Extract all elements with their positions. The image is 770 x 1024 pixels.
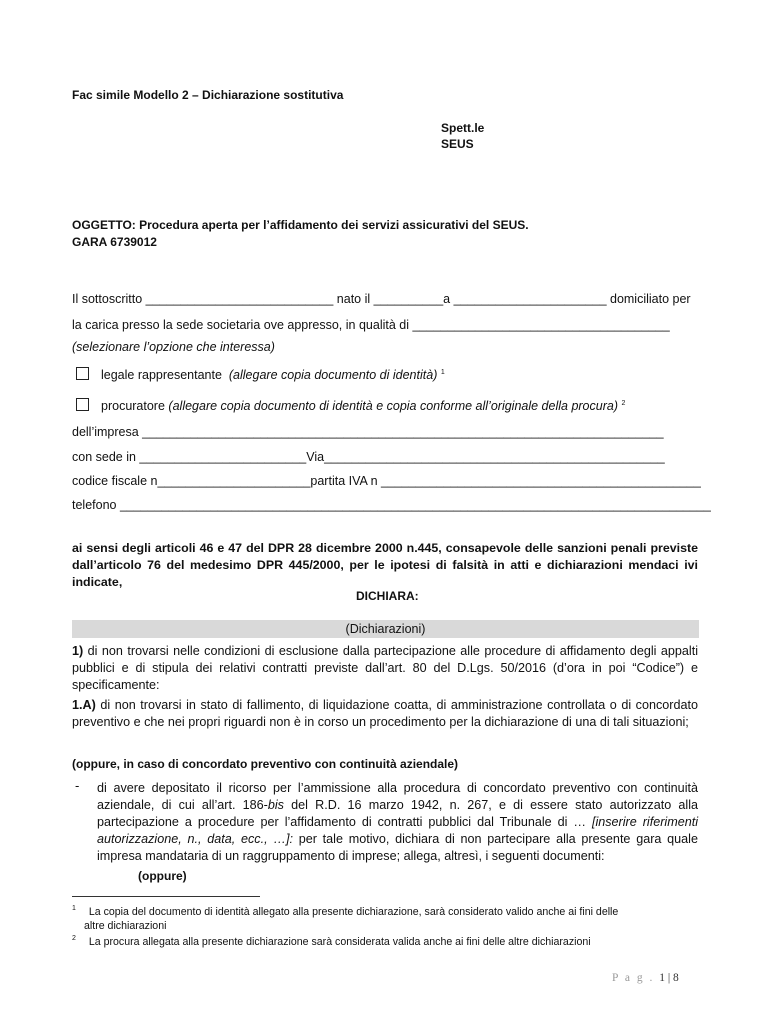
- item-1a: [72, 697, 698, 731]
- alternative-item: [97, 780, 698, 865]
- option-attorney[interactable]: [76, 398, 625, 413]
- item-text: di non trovarsi nelle condizioni di esclusione dalla partecipazione alle procedure di affidamento degli appalti pubblici e di stipula dei relativi contratti previste dall’art. 80 del D.Lgs. 50/2016 (d’ora in poi “Codice”) e specificamente:: [72, 644, 698, 692]
- option-legal-representative[interactable]: [76, 367, 445, 382]
- footnote-text: altre dichiarazioni: [84, 919, 167, 932]
- page-number: [612, 972, 679, 984]
- item-text-italic: bis: [267, 798, 284, 812]
- alternative-heading: (oppure, in caso di concordato preventivo con continuità aziendale): [72, 757, 459, 771]
- checkbox-legal-representative[interactable]: [76, 367, 89, 380]
- page-label: P a g .: [612, 972, 655, 984]
- form-line-address: con sede in ________________________Via_________________________________________________: [72, 450, 665, 464]
- option-label: legale rappresentante: [101, 368, 222, 382]
- recipient-line-2: SEUS: [441, 137, 474, 151]
- footnote-ref: 1: [440, 368, 445, 376]
- item-text: di avere depositato il ricorso per l’ammissione alla procedura di concordato preventivo con continuità aziendale, di cui all’art. 186-: [97, 781, 698, 812]
- option-label: procuratore: [101, 399, 165, 413]
- footnote-divider: [72, 896, 260, 897]
- preamble: ai sensi degli articoli 46 e 47 del DPR 28 dicembre 2000 n.445, consapevole delle sanzioni penali previste dall’articolo 76 del medesimo DPR 445/2000, per le ipotesi di falsità in atti e dichiarazioni mendaci ivi indicate,: [72, 541, 698, 589]
- tender-code: GARA 6739012: [72, 235, 157, 249]
- footnote-text: La procura allegata alla presente dichiarazione sarà considerata valida anche ai fini delle altre dichiarazioni: [88, 935, 591, 948]
- footnote-2: [72, 932, 591, 949]
- form-hint: (selezionare l’opzione che interessa): [72, 340, 275, 354]
- footnote-number: 2: [72, 935, 76, 942]
- form-line-role: la carica presso la sede societaria ove appresso, in qualità di _____________________________________: [72, 318, 670, 332]
- form-line-name: Il sottoscritto ___________________________ nato il __________a ______________________ domiciliato per: [72, 292, 691, 306]
- footnote-text: La copia del documento di identità allegato alla presente dichiarazione, sarà considerato valido anche ai fini delle: [88, 905, 619, 918]
- page-count: 1 | 8: [659, 972, 679, 984]
- dash-bullet: -: [75, 778, 80, 793]
- option-note: (allegare copia documento di identità): [228, 368, 438, 382]
- item-text-italic: [inserire riferimenti autorizzazione, n., data, ecc., …]:: [97, 815, 698, 846]
- item-text: di non trovarsi in stato di fallimento, di liquidazione coatta, di amministrazione controllata o di concordato preventivo e che nei propri riguardi non è in corso un procedimento per la dichiarazione di una di tali situazioni;: [72, 698, 698, 729]
- item-text: per tale motivo, dichiara di non partecipare alla presente gara quale impresa mandataria di un raggruppamento di imprese; allega, altresì, i seguenti documenti:: [97, 832, 698, 863]
- section-bar: (Dichiarazioni): [72, 620, 699, 638]
- item-number: 1): [72, 644, 84, 658]
- option-note: (allegare copia documento di identità e copia conforme all’originale della procura): [168, 399, 618, 413]
- footnote-number: 1: [72, 905, 76, 912]
- form-line-phone: telefono _____________________________________________________________________________________: [72, 498, 711, 512]
- item-1: [72, 643, 698, 694]
- oppure-label: (oppure): [138, 869, 187, 883]
- footnote-ref: 2: [621, 399, 626, 407]
- form-line-tax-code: codice fiscale n______________________partita IVA n ______________________________________________: [72, 474, 701, 488]
- document-title: Fac simile Modello 2 – Dichiarazione sostitutiva: [72, 88, 344, 102]
- form-line-company: dell’impresa ___________________________________________________________________________: [72, 425, 664, 439]
- subject-line: OGGETTO: Procedura aperta per l’affidamento dei servizi assicurativi del SEUS.: [72, 218, 529, 232]
- footnote-1: [72, 902, 618, 933]
- item-text: del R.D. 16 marzo 1942, n. 267, e di essere stato autorizzato alla partecipazione a procedure per l’affidamento di contratti pubblici dal Tribunale di …: [97, 798, 698, 829]
- item-number: 1.A): [72, 698, 96, 712]
- declares-heading: DICHIARA:: [356, 589, 419, 603]
- checkbox-attorney[interactable]: [76, 398, 89, 411]
- recipient-line-1: Spett.le: [441, 121, 485, 135]
